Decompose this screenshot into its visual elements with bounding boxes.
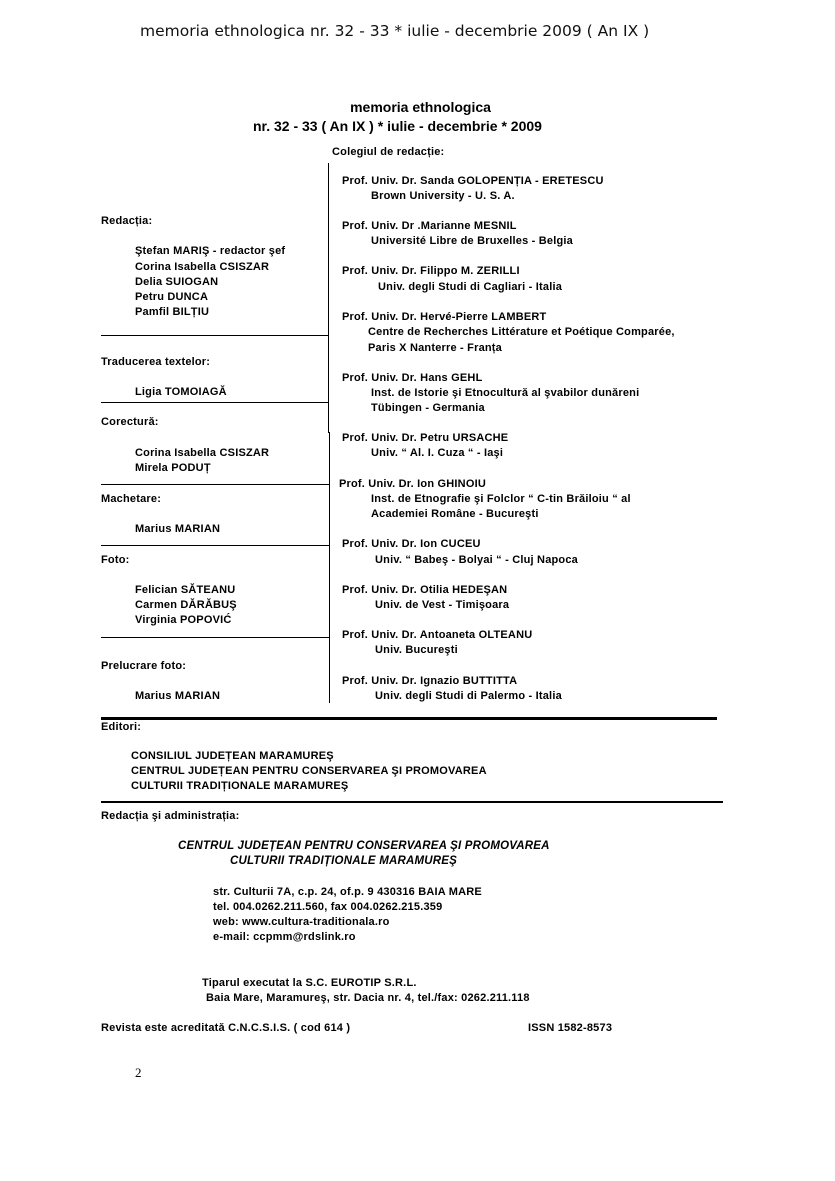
section-label: Corectură:	[101, 416, 159, 428]
board-member-name: Prof. Univ. Dr. Petru URSACHE	[342, 432, 509, 444]
staff-name: Delia SUIOGAN	[135, 276, 219, 288]
issue-line: nr. 32 - 33 ( An IX ) * iulie - decembrie * 2009	[253, 118, 542, 134]
board-member-affiliation: Inst. de Istorie şi Etnocultură al şvabilor dunăreni	[371, 387, 640, 399]
org-line: CENTRUL JUDEȚEAN PENTRU CONSERVAREA ŞI PROMOVAREA	[178, 840, 550, 852]
journal-title: memoria ethnologica	[350, 99, 491, 115]
staff-name: Ligia TOMOIAGĂ	[135, 386, 227, 398]
board-member-affiliation: Univ. Bucureşti	[375, 644, 458, 656]
divider	[101, 637, 329, 638]
page-number: 2	[135, 1065, 142, 1080]
section-label: Redacția:	[101, 215, 153, 227]
board-member-affiliation: Centre de Recherches Littérature et Poétique Comparée,	[368, 326, 675, 338]
running-header: memoria ethnologica nr. 32 - 33 * iulie - decembrie 2009 ( An IX )	[140, 22, 650, 40]
board-member-affiliation: Univ. degli Studi di Cagliari - Italia	[378, 281, 563, 293]
colegiul-heading: Colegiul de redacție:	[332, 146, 445, 158]
board-member-affiliation: Brown University - U. S. A.	[371, 190, 515, 202]
section-label: Editori:	[101, 721, 142, 733]
divider	[101, 335, 329, 336]
web-line: web: www.cultura-traditionala.ro	[213, 916, 390, 928]
staff-name: Felician SĂTEANU	[135, 584, 236, 596]
address-line: str. Culturii 7A, c.p. 24, of.p. 9 430316 BAIA MARE	[213, 886, 482, 898]
section-rule	[101, 717, 717, 720]
publisher-line: CULTURII TRADIȚIONALE MARAMUREŞ	[131, 780, 349, 792]
staff-name: Ştefan MARIŞ - redactor şef	[135, 245, 286, 257]
board-member-name: Prof. Univ. Dr. Ignazio BUTTITTA	[342, 675, 518, 687]
printer-line: Tiparul executat la S.C. EUROTIP S.R.L.	[202, 977, 417, 989]
section-label: Traducerea textelor:	[101, 356, 211, 368]
divider	[101, 402, 329, 403]
section-label: Prelucrare foto:	[101, 660, 187, 672]
staff-name: Marius MARIAN	[135, 523, 221, 535]
email-line: e-mail: ccpmm@rdslink.ro	[213, 931, 356, 943]
board-member-affiliation: Univ. de Vest - Timişoara	[375, 599, 510, 611]
board-member-affiliation: Université Libre de Bruxelles - Belgia	[371, 235, 574, 247]
accreditation-note: Revista este acreditată C.N.C.S.I.S. ( cod 614 )	[101, 1022, 351, 1034]
section-label: Machetare:	[101, 493, 162, 505]
board-member-affiliation: Inst. de Etnografie şi Folclor “ C-tin Brăiloiu “ al	[371, 493, 631, 505]
staff-name: Corina Isabella CSISZAR	[135, 261, 270, 273]
board-member-affiliation: Paris X Nanterre - Franța	[368, 342, 502, 354]
board-member-affiliation: Tübingen - Germania	[371, 402, 485, 414]
board-member-name: Prof. Univ. Dr. Otilia HEDEŞAN	[342, 584, 508, 596]
board-member-affiliation: Academiei Române - Bucureşti	[371, 508, 539, 520]
section-label: Foto:	[101, 554, 130, 566]
board-member-affiliation: Univ. degli Studi di Palermo - Italia	[375, 690, 562, 702]
board-member-name: Prof. Univ. Dr. Filippo M. ZERILLI	[342, 265, 520, 277]
board-member-affiliation: Univ. “ Al. I. Cuza “ - Iaşi	[371, 447, 504, 459]
board-member-name: Prof. Univ. Dr. Ion CUCEU	[342, 538, 481, 550]
org-line: CULTURII TRADIȚIONALE MARAMUREŞ	[230, 855, 458, 867]
staff-name: Marius MARIAN	[135, 690, 221, 702]
board-member-name: Prof. Univ. Dr .Marianne MESNIL	[342, 220, 517, 232]
board-member-name: Prof. Univ. Dr. Antoaneta OLTEANU	[342, 629, 533, 641]
issn: ISSN 1582-8573	[528, 1022, 613, 1034]
section-rule	[101, 801, 723, 803]
column-divider-upper	[328, 163, 329, 433]
staff-name: Virginia POPOVIĆ	[135, 614, 232, 626]
publisher-line: CENTRUL JUDEȚEAN PENTRU CONSERVAREA ŞI PROMOVAREA	[131, 765, 487, 777]
section-label: Redacția şi administrația:	[101, 810, 240, 822]
divider	[101, 484, 329, 485]
board-member-name: Prof. Univ. Dr. Hans GEHL	[342, 372, 483, 384]
board-member-name: Prof. Univ. Dr. Ion GHINOIU	[339, 478, 486, 490]
printer-line: Baia Mare, Maramureş, str. Dacia nr. 4, tel./fax: 0262.211.118	[206, 992, 530, 1004]
board-member-name: Prof. Univ. Dr. Sanda GOLOPENȚIA - ERETESCU	[342, 175, 604, 187]
board-member-name: Prof. Univ. Dr. Hervé-Pierre LAMBERT	[342, 311, 547, 323]
staff-name: Petru DUNCA	[135, 291, 209, 303]
board-member-affiliation: Univ. “ Babeş - Bolyai “ - Cluj Napoca	[375, 554, 578, 566]
column-divider-lower	[329, 432, 330, 703]
staff-name: Mirela PODUȚ	[135, 462, 211, 474]
staff-name: Pamfil BILȚIU	[135, 306, 210, 318]
staff-name: Corina Isabella CSISZAR	[135, 447, 270, 459]
divider	[101, 545, 329, 546]
staff-name: Carmen DĂRĂBUŞ	[135, 599, 237, 611]
publisher-line: CONSILIUL JUDEȚEAN MARAMUREŞ	[131, 750, 334, 762]
phone-line: tel. 004.0262.211.560, fax 004.0262.215.359	[213, 901, 443, 913]
